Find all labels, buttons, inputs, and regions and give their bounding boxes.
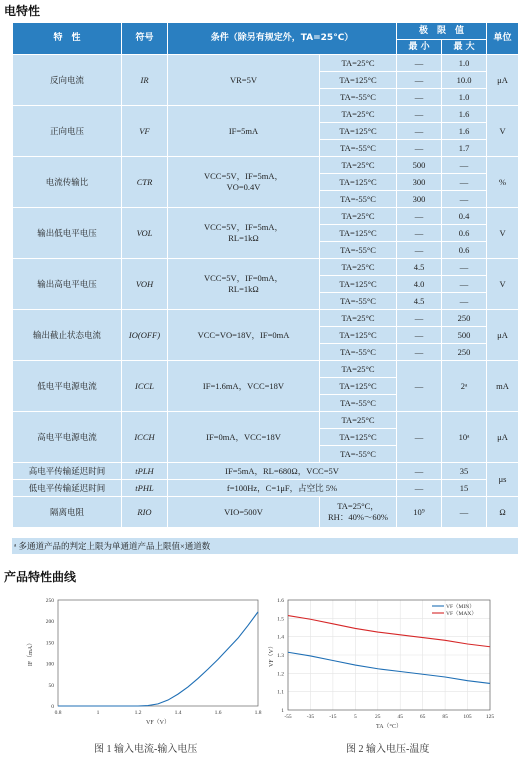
min-value: 4.5 (397, 259, 442, 276)
unit-cell: V (487, 208, 519, 259)
param-condition: f=100Hz，C=1μF，占空比 5% (168, 480, 397, 497)
header-symbol: 符号 (122, 23, 168, 55)
temperature-cell: TA=125°C (320, 174, 397, 191)
min-value: 4.5 (397, 293, 442, 310)
header-limits: 极 限 值 (397, 23, 487, 40)
table-row (13, 106, 519, 123)
max-value: — (442, 174, 487, 191)
condition-line: VO=0.4V (226, 182, 261, 192)
plot-frame (58, 600, 258, 706)
min-value: — (397, 208, 442, 225)
temperature-cell: TA=125°C (320, 276, 397, 293)
x-tick-label: 25 (375, 714, 381, 720)
min-value: — (397, 242, 442, 259)
figure2-caption: 图 2 输入电压-温度 (346, 744, 430, 755)
max-value: — (442, 191, 487, 208)
temperature-cell: TA=125°C (320, 123, 397, 140)
param-condition: IF=5mA，RL=680Ω，VCC=5V (168, 463, 397, 480)
min-value: 300 (397, 191, 442, 208)
param-symbol: VOH (122, 259, 168, 310)
series-line (288, 616, 490, 647)
max-value: 1.6 (442, 106, 487, 123)
min-value: 4.0 (397, 276, 442, 293)
temperature-cell: TA=-55°C (320, 191, 397, 208)
temperature-cell: TA=-55°C (320, 395, 397, 412)
y-axis-label: VF（V） (269, 642, 275, 668)
x-tick-label: 1 (96, 710, 100, 716)
unit-cell: μA (487, 55, 519, 106)
param-condition (168, 106, 320, 157)
temperature-cell (320, 497, 397, 528)
min-value: — (397, 361, 442, 412)
y-tick-label: 1.1 (277, 689, 284, 696)
header-unit: 单位 (487, 23, 519, 55)
table-row (13, 55, 519, 72)
condition-line: VCC=VO=18V，IF=0mA (197, 329, 290, 340)
max-value: — (442, 276, 487, 293)
table-row (13, 157, 519, 174)
max-value: — (442, 497, 487, 528)
temperature-cell: TA=125°C (320, 327, 397, 344)
unit-cell: μA (487, 412, 519, 463)
param-condition (168, 157, 320, 208)
min-value: 300 (397, 174, 442, 191)
temperature-cell: TA=-55°C (320, 446, 397, 463)
max-value: — (442, 157, 487, 174)
y-tick-label: 100 (45, 661, 54, 668)
temperature-cell: TA=-55°C (320, 242, 397, 259)
param-condition: VIO=500V (168, 497, 320, 528)
temperature-cell: TA=25°C (320, 106, 397, 123)
table-row (13, 480, 519, 497)
y-tick-label: 250 (45, 598, 54, 604)
param-symbol: tPLH (122, 463, 168, 480)
max-value: 10.0 (442, 72, 487, 89)
param-name: 输出低电平电压 (13, 208, 122, 259)
param-symbol: tPHL (122, 480, 168, 497)
section-title-electrical: 电特性 (4, 4, 41, 18)
max-value: 15 (442, 480, 487, 497)
param-symbol: ICCL (122, 361, 168, 412)
temperature-cell: TA=-55°C (320, 140, 397, 157)
max-value: 1.0 (442, 55, 487, 72)
unit-cell: μs (487, 463, 519, 497)
param-name: 电流传输比 (13, 157, 122, 208)
electrical-characteristics-table (12, 22, 519, 528)
condition-line: VCC=5V，IF=0mA， (203, 273, 283, 283)
x-tick-label: 0.8 (54, 710, 62, 716)
temperature-cell: TA=-55°C (320, 293, 397, 310)
y-tick-label: 1.2 (277, 671, 284, 678)
legend-label: VF（MAX） (446, 611, 477, 617)
x-axis-label: VF（V） (145, 720, 171, 726)
max-value: 250 (442, 310, 487, 327)
x-tick-label: 65 (419, 714, 426, 720)
param-symbol: CTR (122, 157, 168, 208)
param-condition (168, 55, 320, 106)
x-tick-label: 105 (463, 714, 472, 720)
condition-line: RH：40%～60% (328, 512, 388, 522)
param-condition (168, 310, 320, 361)
y-tick-label: 1.4 (277, 634, 284, 641)
header-max: 最 大 (442, 40, 487, 55)
temperature-cell: TA=25°C (320, 259, 397, 276)
y-tick-label: 50 (48, 682, 54, 689)
x-tick-label: 1.2 (134, 710, 142, 716)
series-line (288, 652, 490, 683)
chart-vf-temp (268, 592, 508, 732)
min-value: — (397, 327, 442, 344)
max-value: 1.7 (442, 140, 487, 157)
condition-line: RL=1kΩ (228, 284, 259, 294)
x-tick-label: 1.6 (214, 710, 222, 716)
y-tick-label: 1 (281, 708, 284, 714)
temperature-cell: TA=-55°C (320, 89, 397, 106)
param-condition: IF=1.6mA，VCC=18V (168, 361, 320, 412)
param-name: 低电平电源电流 (13, 361, 122, 412)
header-param: 特 性 (13, 23, 122, 55)
temperature-cell: TA=25°C (320, 361, 397, 378)
table-row (13, 463, 519, 480)
param-symbol: VF (122, 106, 168, 157)
temperature-cell: TA=125°C (320, 429, 397, 446)
x-tick-label: 85 (442, 714, 448, 720)
min-value: — (397, 225, 442, 242)
param-name: 隔离电阻 (13, 497, 122, 528)
min-value: — (397, 310, 442, 327)
table-row (13, 497, 519, 528)
param-symbol: VOL (122, 208, 168, 259)
condition-line: VR=5V (230, 74, 257, 85)
min-value: — (397, 55, 442, 72)
y-tick-label: 150 (45, 640, 54, 647)
condition-line: RL=1kΩ (228, 233, 259, 243)
min-value: 10⁹ (397, 497, 442, 528)
param-symbol: IR (122, 55, 168, 106)
min-value: — (397, 123, 442, 140)
max-value: — (442, 259, 487, 276)
min-value: — (397, 140, 442, 157)
series-line (58, 612, 258, 706)
footnote: ᵃ 多通道产品的判定上限为单通道产品上限值×通道数 (12, 538, 518, 554)
x-tick-label: -55 (284, 714, 292, 720)
min-value: — (397, 463, 442, 480)
x-axis-label: TA（°C） (376, 724, 402, 730)
y-axis-label: IF（mA） (28, 639, 34, 667)
max-value: 1.6 (442, 123, 487, 140)
y-tick-label: 1.6 (277, 598, 284, 604)
x-tick-label: -35 (306, 714, 315, 720)
temperature-cell: TA=25°C (320, 208, 397, 225)
x-tick-label: 125 (485, 714, 495, 720)
param-symbol: RIO (122, 497, 168, 528)
unit-cell: % (487, 157, 519, 208)
temperature-cell: TA=-55°C (320, 344, 397, 361)
unit-cell: mA (487, 361, 519, 412)
table-row (13, 361, 519, 378)
param-symbol: IO(OFF) (122, 310, 168, 361)
header-min: 最 小 (397, 40, 442, 55)
param-symbol: ICCH (122, 412, 168, 463)
table-row (13, 310, 519, 327)
temperature-cell: TA=125°C (320, 378, 397, 395)
min-value: — (397, 344, 442, 361)
condition-line: VCC=5V，IF=5mA， (203, 171, 283, 181)
min-value: — (397, 72, 442, 89)
condition-line: VCC=5V，IF=5mA， (203, 222, 283, 232)
max-value: 10ᵃ (442, 412, 487, 463)
min-value: — (397, 412, 442, 463)
y-tick-label: 1.5 (277, 616, 284, 623)
param-condition (168, 259, 320, 310)
param-name: 正向电压 (13, 106, 122, 157)
unit-cell: V (487, 106, 519, 157)
param-name: 输出截止状态电流 (13, 310, 122, 361)
table-row (13, 208, 519, 225)
param-name: 低电平传输延迟时间 (13, 480, 122, 497)
max-value: 500 (442, 327, 487, 344)
max-value: 0.6 (442, 242, 487, 259)
x-tick-label: 5 (353, 714, 357, 720)
condition-line: IF=5mA (228, 125, 259, 136)
max-value: 1.0 (442, 89, 487, 106)
min-value: — (397, 89, 442, 106)
param-condition: IF=0mA，VCC=18V (168, 412, 320, 463)
min-value: — (397, 480, 442, 497)
y-tick-label: 200 (45, 619, 54, 626)
max-value: 2ᵃ (442, 361, 487, 412)
min-value: — (397, 106, 442, 123)
section-title-curves: 产品特性曲线 (4, 570, 77, 584)
param-name: 反向电流 (13, 55, 122, 106)
temperature-cell: TA=125°C (320, 225, 397, 242)
header-condition: 条件（除另有规定外，TA=25°C） (168, 23, 397, 55)
temperature-cell: TA=25°C (320, 157, 397, 174)
x-tick-label: 1.8 (254, 710, 262, 716)
table-row (13, 259, 519, 276)
param-name: 输出高电平电压 (13, 259, 122, 310)
temperature-cell: TA=25°C (320, 310, 397, 327)
param-condition (168, 208, 320, 259)
x-tick-label: -15 (329, 714, 337, 720)
max-value: — (442, 293, 487, 310)
temperature-cell: TA=25°C (320, 55, 397, 72)
temperature-cell: TA=125°C (320, 72, 397, 89)
chart-if-vf (22, 592, 272, 732)
max-value: 250 (442, 344, 487, 361)
max-value: 0.4 (442, 208, 487, 225)
unit-cell: Ω (487, 497, 519, 528)
legend-label: VF（MIN） (446, 604, 475, 610)
min-value: 500 (397, 157, 442, 174)
y-tick-label: 0 (51, 704, 54, 710)
condition-line: TA=25°C， (337, 501, 379, 511)
y-tick-label: 1.3 (277, 653, 284, 659)
max-value: 35 (442, 463, 487, 480)
figure1-caption: 图 1 输入电流-输入电压 (94, 744, 198, 755)
table-row (13, 412, 519, 429)
x-tick-label: 1.4 (174, 710, 182, 716)
max-value: 0.6 (442, 225, 487, 242)
param-name: 高电平电源电流 (13, 412, 122, 463)
param-name: 高电平传输延迟时间 (13, 463, 122, 480)
x-tick-label: 45 (397, 714, 403, 720)
unit-cell: V (487, 259, 519, 310)
temperature-cell: TA=25°C (320, 412, 397, 429)
unit-cell: μA (487, 310, 519, 361)
